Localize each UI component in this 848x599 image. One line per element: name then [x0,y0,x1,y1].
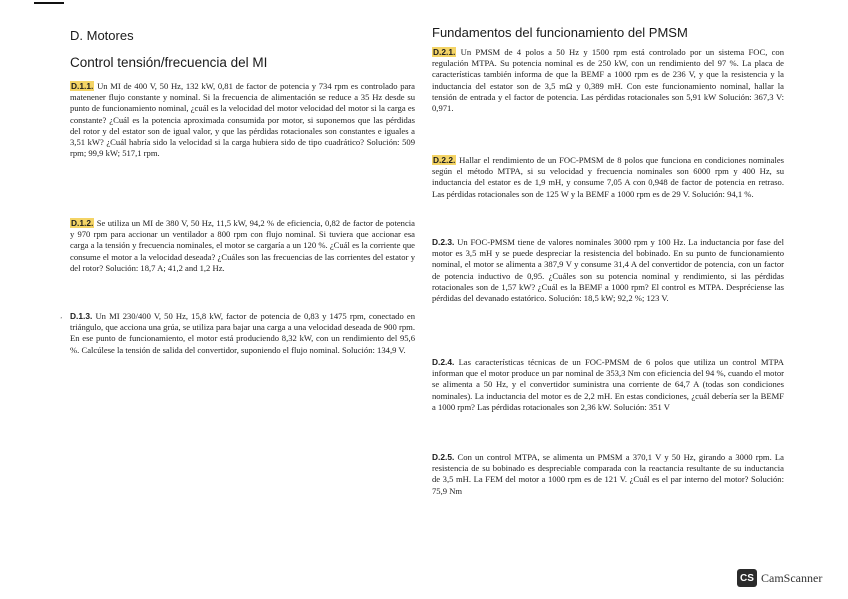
problem-number: D.2.5. [432,452,455,462]
problem-d-2-4 [432,357,784,413]
problem-number: D.2.4. [432,357,455,367]
camscanner-watermark [737,569,822,587]
problem-number: D.2.2. [433,155,456,165]
problem-number: D.2.1. [433,47,456,57]
problem-d-2-3 [432,237,784,304]
problem-text: Un FOC-PMSM tiene de valores nominales 3000 rpm y 100 Hz. La inductancia por fase del motor es 3,5 mH y se puede despreciar la resistencia del bobinado. En su punto de funcionamiento nominal, el motor se alimenta a 387,9 V y consume 31,4 A del convertidor de potencia, con un factor de potencia inductivo de 0,95. ¿Cuáles son su potencia nominal y rendimiento, si las pérdidas rotacionales son de 1,57 kW? ¿Cuál es la BEMF a 1000 rpm? El control es MTPA. Despréciense las pérdidas del devanado estatórico. Solución: 18,5 kW; 92,2 %; 123 V. [432,237,784,304]
problem-d-2-2 [432,155,784,200]
problem-d-2-1 [432,47,784,114]
section-title-motores: D. Motores [70,28,134,43]
problem-text: Un MI 230/400 V, 50 Hz, 15,8 kW, factor de potencia de 0,83 y 1475 rpm, conectado en triángulo, que acciona una grúa, se utiliza para bajar una carga a una velocidad deseada de 900 rpm. En ese punto de funcionamiento, el motor está produciendo 8,32 kW, con un rendimiento del 95,6 %. Calcúlese la tensión de salida del convertidor, suponiendo el flujo nominal. Solución: 134,9 V. [70,311,415,355]
problem-text: Se utiliza un MI de 380 V, 50 Hz, 11,5 kW, 94,2 % de eficiencia, 0,82 de factor de potencia y 970 rpm para accionar un ventilador a 800 rpm con flujo nominal. Si tuviera que accionar esa carga a la tensión y frecuencia nominales, el motor se cargaría a un 120 %. ¿Cuál es la corriente que consume el motor a la velocidad deseada? ¿Cuáles son las frecuencias de las corrientes del estator y del rotor? Solución: 18,7 A; 41,2 and 1,2 Hz. [70,218,415,273]
problem-text: Hallar el rendimiento de un FOC-PMSM de 8 polos que funciona en condiciones nominales según el método MTPA, si su velocidad y frecuencia nominales son 6000 rpm y 400 Hz, su inductancia del estator es de 1,9 mH, y consume 7,05 A con 0,948 de factor de potencia en retraso. Las pérdidas rotacionales son de 125 W y la BEMF a 1000 rpm es de 29 V. Solución: 94,1 %. [432,155,784,199]
subsection-title-vf: Control tensión/frecuencia del MI [70,55,268,70]
section-title-pmsm: Fundamentos del funcionamiento del PMSM [432,25,688,40]
problem-d-1-1 [70,81,415,159]
problem-text: Las características técnicas de un FOC-PMSM de 6 polos que utiliza un control MTPA informan que el motor produce un par nominal de 353,3 Nm con eficiencia del 94 %, cuando el motor se alimenta a 50 Hz, y el convertidor suministra una corriente de 64,7 A (todas son condiciones nominales). La inductancia del motor es de 2,2 mH. En estas condiciones, ¿cuál debería ser la BEMF a 1000 rpm? Las pérdidas rotacionales son 2,36 kW. Solución: 351 V [432,357,784,412]
problem-number: D.1.2. [71,218,94,228]
problem-text: Con un control MTPA, se alimenta un PMSM a 370,1 V y 50 Hz, girando a 3000 rpm. La resistencia de su bobinado es despreciable comparada con la reactancia resultante de su inductancia de 3,5 mH. La FEM del motor a 1000 rpm es de 121 V. ¿Cuál es el par interno del motor? Solución: 75,9 Nm [432,452,784,496]
problem-d-1-2 [70,218,415,274]
problem-text: Un PMSM de 4 polos a 50 Hz y 1500 rpm está controlado por un sistema FOC, con regulación MTPA. Su potencia nominal es de 250 kW, con un rendimiento del 97 %. La placa de características también informa de que la BEMF a 1000 rpm es de 236 V, y que la resistencia y la inductancia del estator son de 3,5 mΩ y 0,389 mH. Con este funcionamiento nominal, hallar la tensión de entrada y el factor de potencia. Las pérdidas rotacionales son 5,91 kW Solución: 367,3 V: 0,971. [432,47,784,114]
camscanner-brand: CamScanner [761,570,823,585]
problem-number: D.1.3. [70,311,93,321]
problem-d-2-5 [432,452,784,497]
problem-text: Un MI de 400 V, 50 Hz, 132 kW, 0,81 de factor de potencia y 734 rpm es controlado para matenener flujo constante y nominal. Si la frecuencia de alimentación se reduce a 35 Hz desde su punto de funcionamiento nominal, ¿cuál es la velocidad del motor velocidad del motor si la carga es constante? ¿Cuál es la potencia aproximada consumida por motor, si suponemos que las pérdidas del rotor y del estator son de igual valor, y que las pérdidas rotacionales son constantes e iguales a 3,51 kW? ¿Cuál habría sido la velocidad si la carga hubiera sido de tipo cuadrático? Solución: 509 rpm; 99,9 kW; 517,1 rpm. [70,81,415,159]
scan-edge-mark [34,2,64,4]
camscanner-logo-icon: CS [737,569,757,587]
margin-mark: ’ [60,316,63,324]
problem-number: D.2.3. [432,237,455,247]
problem-d-1-3 [70,311,415,356]
problem-number: D.1.1. [71,81,94,91]
